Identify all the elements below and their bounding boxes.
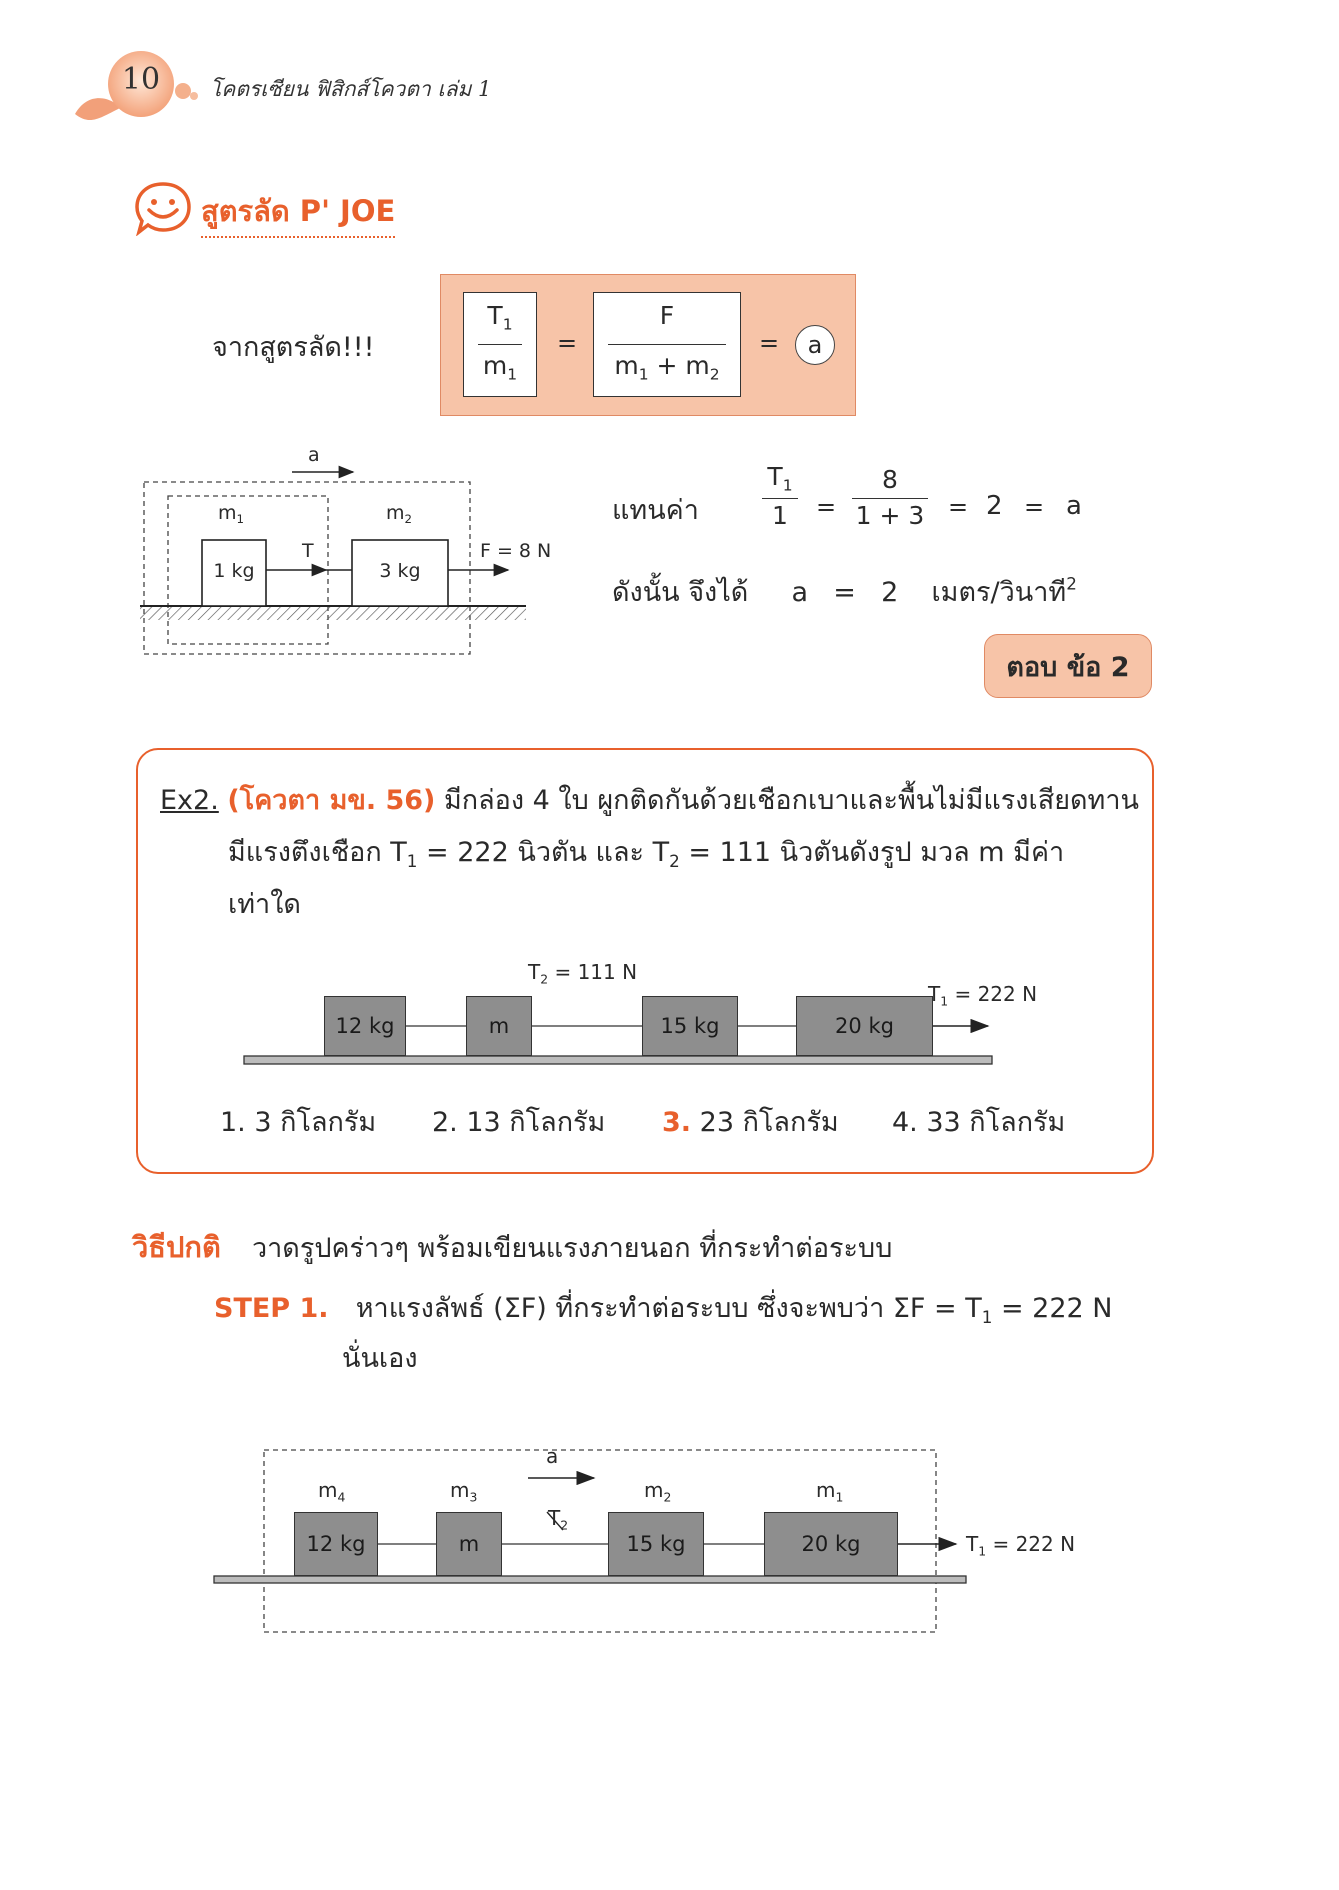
d3-block-m: m bbox=[436, 1512, 502, 1576]
method-heading: วิธีปกติ bbox=[132, 1230, 221, 1264]
d3-m1-label: $m_1$ bbox=[816, 1478, 844, 1505]
d3-m3-label: $m_3$ bbox=[450, 1478, 478, 1505]
fraction-bar bbox=[478, 344, 522, 345]
formula-equals-1: = bbox=[557, 329, 578, 357]
diagram-3 bbox=[210, 1440, 1110, 1640]
formula-a-circle bbox=[795, 325, 835, 365]
step-label: STEP 1. bbox=[214, 1293, 329, 1324]
ground-rail bbox=[214, 1576, 966, 1583]
formula-a: a bbox=[807, 331, 823, 359]
step-text: หาแรงลัพธ์ (ΣF) ที่กระทำต่อระบบ ซึ่งจะพบว่า $\Sigma F = T_1 = 222$ N bbox=[355, 1293, 1113, 1327]
ex2-t1-label: $T_1 = 222$ N bbox=[928, 982, 1038, 1009]
d3-t2-label: $T_2$ bbox=[548, 1506, 569, 1533]
ex2-label: Ex2. bbox=[160, 785, 219, 816]
sub-den2: 1 + 3 bbox=[855, 501, 925, 530]
step1-line2: นั่นเอง bbox=[342, 1343, 418, 1374]
step1-line bbox=[214, 1286, 1112, 1329]
block-1kg-label: 1 kg bbox=[213, 560, 255, 582]
therefore-line bbox=[612, 570, 1077, 613]
sub-num2: 8 bbox=[882, 465, 898, 494]
ground-hatch bbox=[140, 606, 526, 620]
choice-2[interactable]: 2. 13 กิโลกรัม bbox=[432, 1107, 606, 1138]
formula-f-over-sum bbox=[593, 292, 741, 397]
result-equals: = bbox=[833, 577, 856, 608]
diagram-1 bbox=[140, 440, 580, 665]
sub-equals-1: = bbox=[816, 493, 837, 521]
sub-t1: $T_1$ bbox=[767, 462, 793, 495]
choice-1[interactable]: 1. 3 กิโลกรัม bbox=[220, 1107, 377, 1138]
m1-label: $m_1$ bbox=[218, 502, 245, 527]
choice-4[interactable]: 4. 33 กิโลกรัม bbox=[892, 1107, 1066, 1138]
book-title: โคตรเซียน ฟิสิกส์โควตา เล่ม 1 bbox=[210, 77, 492, 101]
formula-m1: $m_1$ bbox=[482, 351, 518, 384]
d3-acceleration-label: a bbox=[546, 1444, 559, 1468]
d3-block-20kg: 20 kg bbox=[764, 1512, 898, 1576]
formula-t1: $T_1$ bbox=[487, 301, 513, 334]
formula-sum: $m_1 + m_2$ bbox=[614, 351, 720, 384]
result-a: a bbox=[791, 577, 809, 608]
from-shortcut-label: จากสูตรลัด!!! bbox=[212, 332, 375, 363]
ex2-source: (โควตา มข. 56) bbox=[227, 785, 436, 816]
page-number: 10 bbox=[121, 62, 161, 97]
choice-3-correct[interactable]: 3. 23 กิโลกรัม bbox=[662, 1107, 839, 1138]
sub-a: a bbox=[1066, 491, 1082, 521]
d3-block-15kg: 15 kg bbox=[608, 1512, 704, 1576]
ex2-block-15kg: 15 kg bbox=[642, 996, 738, 1056]
ex2-line2: มีแรงตึงเชือก $T_1 = 222$ นิวตัน และ $T_2 = 111$ นิวตันดังรูป มวล m มีค่า bbox=[228, 837, 1065, 871]
force-label: F = 8 N bbox=[480, 540, 552, 562]
sub-equals-3: = bbox=[1024, 493, 1045, 521]
ex2-block-20kg: 20 kg bbox=[796, 996, 933, 1056]
d3-t1-label: $T_1 = 222$ N bbox=[966, 1532, 1076, 1559]
therefore-label: ดังนั้น จึงได้ bbox=[612, 577, 749, 608]
result-value: 2 bbox=[881, 577, 899, 608]
d3-m2-label: $m_2$ bbox=[644, 1478, 672, 1505]
fraction-bar bbox=[852, 498, 928, 499]
sub-equals-2: = bbox=[948, 493, 969, 521]
method-text: วาดรูปคร่าวๆ พร้อมเขียนแรงภายนอก ที่กระทำต่อระบบ bbox=[251, 1233, 893, 1264]
sub-den1: 1 bbox=[772, 501, 788, 531]
sub-value: 2 bbox=[986, 491, 1003, 521]
ex2-diagram bbox=[240, 960, 1040, 1070]
d3-m4-label: $m_4$ bbox=[318, 1478, 346, 1505]
substitution-label: แทนค่า bbox=[612, 495, 699, 526]
answer-badge: ตอบ ข้อ 2 bbox=[984, 634, 1152, 698]
acceleration-label: a bbox=[308, 444, 320, 466]
ex2-block-12kg: 12 kg bbox=[324, 996, 406, 1056]
ground-rail bbox=[244, 1056, 992, 1064]
tension-label: T bbox=[302, 540, 314, 562]
shortcut-section bbox=[135, 180, 455, 240]
ex2-text-1: มีกล่อง 4 ใบ ผูกติดกันด้วยเชือกเบาและพื้นไม่มีแรงเสียดทาน bbox=[443, 785, 1139, 816]
formula-t1-over-m1 bbox=[463, 292, 537, 397]
formula-equals-2: = bbox=[759, 329, 780, 357]
result-unit: เมตร/วินาที$^2$ bbox=[931, 573, 1077, 608]
d3-block-12kg: 12 kg bbox=[294, 1512, 378, 1576]
formula-box bbox=[440, 274, 856, 416]
ex2-line3: เท่าใด bbox=[228, 889, 301, 920]
formula-f: F bbox=[659, 301, 675, 330]
page-header bbox=[70, 48, 570, 128]
smiley-speech-icon bbox=[135, 180, 193, 236]
substitution-fraction-1 bbox=[754, 462, 806, 530]
method-line bbox=[132, 1224, 892, 1270]
block-3kg-label: 3 kg bbox=[379, 560, 421, 582]
fraction-bar bbox=[608, 344, 726, 345]
ex2-block-m: m bbox=[466, 996, 532, 1056]
shortcut-heading: สูตรลัด P' JOE bbox=[201, 188, 395, 238]
ex2-line1 bbox=[160, 778, 1139, 821]
substitution-fraction-2 bbox=[848, 465, 932, 530]
ex2-t2-label: $T_2 = 111$ N bbox=[528, 960, 638, 987]
fraction-bar bbox=[762, 498, 798, 499]
m2-label: $m_2$ bbox=[386, 502, 413, 527]
